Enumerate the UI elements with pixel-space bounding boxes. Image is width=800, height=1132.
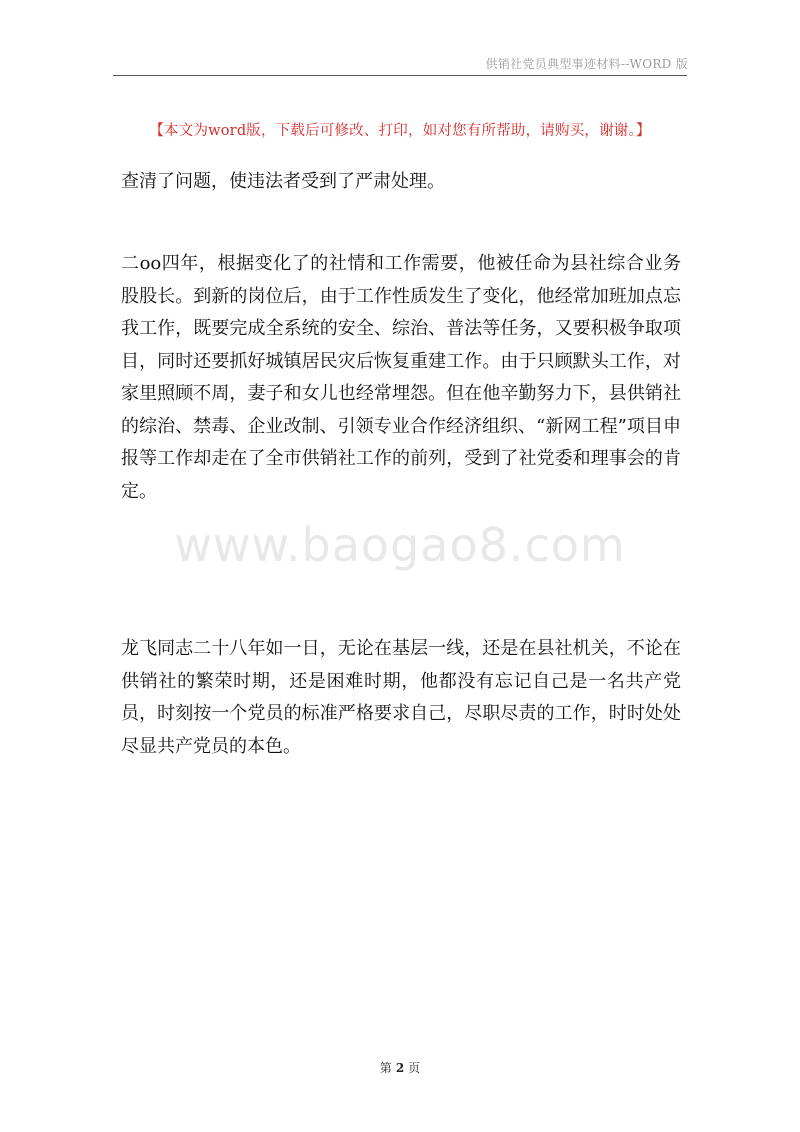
footer-suffix: 页	[408, 1061, 421, 1075]
footer-prefix: 第	[379, 1061, 392, 1075]
watermark: www.baogao8.com	[174, 518, 626, 572]
download-notice: 【本文为word版，下载后可修改、打印，如对您有所帮助，请购买，谢谢。】	[149, 123, 651, 139]
paragraph-3: 龙飞同志二十八年如一日，无论在基层一线，还是在县社机关，不论在供销社的繁荣时期，还是困难时期，他都没有忘记自己是一名共产党员，时刻按一个党员的标准严格要求自己，尽职尽责的工作，时时处处尽显共产党员的本色。	[121, 638, 681, 757]
running-header: 供销社党员典型事迹材料--WORD 版	[485, 57, 688, 71]
page-footer	[0, 1059, 800, 1076]
paragraph-1: 查清了问题，使违法者受到了严肃处理。	[121, 171, 445, 192]
header-divider	[113, 75, 687, 76]
paragraph-2: 二oo四年，根据变化了的社情和工作需要，他被任命为县社综合业务股股长。到新的岗位后，由于工作性质发生了变化，他经常加班加点忘我工作，既要完成全系统的安全、综治、普法等任务，又要积极争取项目，同时还要抓好城镇居民灾后恢复重建工作。由于只顾默头工作，对家里照顾不周，妻子和女儿也经常埋怨。但在他辛勤努力下，县供销社的综治、禁毒、企业改制、引领专业合作经济组织、“新网工程”项目申报等工作却走在了全市供销社工作的前列，受到了社党委和理事会的肯定。	[121, 253, 681, 502]
page-number: 2	[395, 1061, 405, 1075]
